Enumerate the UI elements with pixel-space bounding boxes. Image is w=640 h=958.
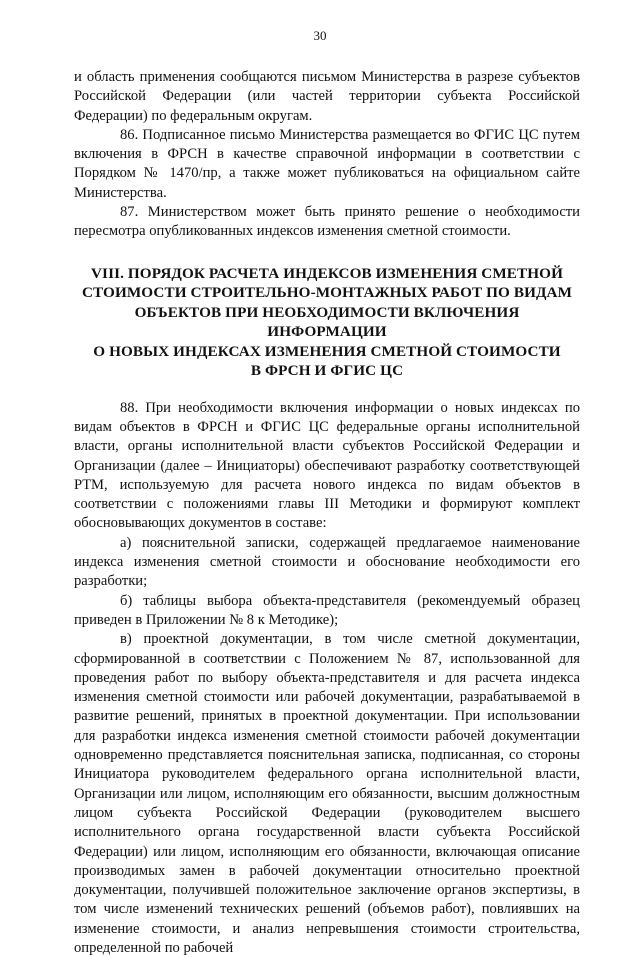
paragraph-item-b: б) таблицы выбора объекта-представителя (рекомендуемый образец приведен в Приложении № 8 к Методике);: [74, 592, 580, 628]
paragraph-item-v: в) проектной документации, в том числе сметной документации, сформированной в соответствии с Положением № 87, использованной для проведения работ по выбору объекта-представителя и для расчета индекса изменения сметной стоимости или рабочей документации, разрабатываемой в развитие решений, принятых в проектной документации. При использовании для разработки индекса изменения сметной стоимости рабочей документации одновременно представляется пояснительная записка, подписанная, со стороны Инициатора руководителем федерального органа исполнительной власти, Организации или лицом, исполняющим его обязанности, высшим должностным лицом субъекта Российской Федерации (руководителем высшего исполнительного органа государственной власти субъекта Российской Федерации) или лицом, исполняющим его обязанности, включающая описание производимых замен в рабочей документации относительно проектной документации, получившей положительное заключение органов экспертизы, в том числе изменений технических решений (объемов работ), повлиявших на изменение стоимости, и анализ непревышения стоимости строительства, определенной по рабочей: [74, 631, 580, 956]
section-heading-line: О НОВЫХ ИНДЕКСАХ ИЗМЕНЕНИЯ СМЕТНОЙ СТОИМОСТИ: [93, 342, 561, 360]
section-heading-line: СТОИМОСТИ СТРОИТЕЛЬНО-МОНТАЖНЫХ РАБОТ ПО ВИДАМ: [81, 284, 573, 302]
paragraph-88: 88. При необходимости включения информации о новых индексах по видам объектов в ФРСН и ФГИС ЦС федеральные органы исполнительной власти, органы исполнительной власти субъектов Российской Федерации и Организации (далее – Инициаторы) обеспечивают разработку соответствующей РТМ, используемую для расчета нового индекса по видам объектов в соответствии с положениями главы III Методики и формируют комплект обосновывающих документов в составе:: [74, 399, 580, 532]
paragraph-87: 87. Министерством может быть принято решение о необходимости пересмотра опубликованных индексов изменения сметной стоимости.: [74, 204, 580, 240]
section-heading-line: В ФРСН И ФГИС ЦС: [250, 362, 404, 380]
section-heading: [74, 264, 580, 381]
section-heading-line: VIII. ПОРЯДОК РАСЧЕТА ИНДЕКСОВ ИЗМЕНЕНИЯ СМЕТНОЙ: [90, 264, 563, 282]
page-number: 30: [313, 28, 327, 43]
paragraph-continuation: и область применения сообщаются письмом Министерства в разрезе субъектов Российской Федерации (или частей территории субъекта Российской Федерации) по федеральным округам.: [74, 69, 580, 124]
section-heading-line: ОБЪЕКТОВ ПРИ НЕОБХОДИМОСТИ ВКЛЮЧЕНИЯ ИНФОРМАЦИИ: [134, 303, 520, 341]
paragraph-item-a: а) пояснительной записки, содержащей предлагаемое наименование индекса изменения сметной стоимости и обоснование необходимости его разработки;: [74, 534, 580, 590]
paragraph-86: 86. Подписанное письмо Министерства размещается во ФГИС ЦС путем включения в ФРСН в качестве справочной информации в соответствии с Порядком № 1470/пр, а также может публиковаться на официальном сайте Министерства.: [74, 126, 580, 201]
document-body: [74, 68, 580, 958]
